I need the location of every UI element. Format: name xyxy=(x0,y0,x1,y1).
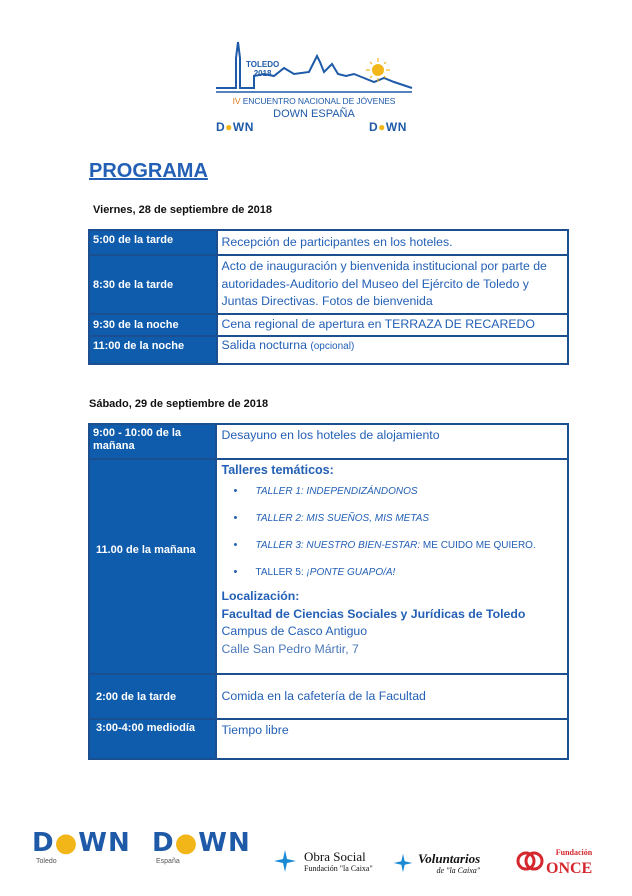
star-icon xyxy=(272,848,298,874)
time-cell: 8:30 de la tarde xyxy=(89,255,217,314)
table-row xyxy=(89,230,568,255)
location-title: Localización: xyxy=(221,589,300,603)
location-campus: Campus de Casco Antiguo xyxy=(221,624,368,638)
logo-encuentro-text: IV ENCUENTRO NACIONAL DE JÓVENES xyxy=(232,96,396,106)
location-name: Facultad de Ciencias Sociales y Jurídicas de Toledo xyxy=(221,606,526,621)
down-logo-right: D●WN xyxy=(369,120,407,134)
location-street: Calle San Pedro Mártir, 7 xyxy=(221,641,359,656)
day2-heading: Sábado, 29 de septiembre de 2018 xyxy=(89,398,269,410)
time-cell: 9:30 de la noche xyxy=(89,314,217,336)
table-row xyxy=(89,336,568,364)
time-cell: 3:00-4:00 mediodía xyxy=(89,719,216,759)
table-row xyxy=(89,424,568,459)
time-cell: 9:00 - 10:00 de la mañana xyxy=(89,424,216,459)
talleres-title: Talleres temáticos: xyxy=(221,463,334,477)
talleres-list xyxy=(233,478,564,586)
day1-heading: Viernes, 28 de septiembre de 2018 xyxy=(93,204,272,216)
star-icon xyxy=(392,852,414,874)
down-logo-left: D●WN xyxy=(216,120,254,134)
list-item: • TALLER 3: NUESTRO BIEN-ESTAR: ME CUIDO ME QUIERO. xyxy=(233,532,564,559)
day1-schedule-table xyxy=(88,229,569,365)
desc-cell: Comida en la cafetería de la Facultad xyxy=(216,674,568,719)
time-cell: 5:00 de la tarde xyxy=(89,230,217,255)
fundacion-once-logo: Fundación ONCE xyxy=(516,836,592,886)
desc-cell: Salida nocturna (opcional) xyxy=(217,336,569,364)
encuentro-logo xyxy=(214,38,414,142)
list-item: • TALLER 2: MIS SUEÑOS, MIS METAS xyxy=(233,505,564,532)
table-row xyxy=(89,314,568,336)
desc-cell: Recepción de participantes en los hoteles. xyxy=(217,230,569,255)
down-toledo-logo: D●WN Toledo xyxy=(32,828,131,865)
table-row xyxy=(89,674,568,719)
list-item: • TALLER 1: INDEPENDIZÁNDONOS xyxy=(233,478,564,505)
table-row xyxy=(89,719,568,759)
voluntarios-logo: Voluntarios de "la Caixa" xyxy=(392,838,480,888)
down-espana-logo: D●WN España xyxy=(152,828,251,865)
desc-cell: Desayuno en los hoteles de alojamiento xyxy=(216,424,568,459)
time-cell: 2:00 de la tarde xyxy=(89,674,216,719)
time-cell: 11.00 de la mañana xyxy=(89,459,216,674)
table-row xyxy=(89,255,568,314)
once-rings-icon xyxy=(516,847,544,875)
time-cell: 11:00 de la noche xyxy=(89,336,217,364)
desc-cell: Tiempo libre xyxy=(216,719,568,759)
page-title: PROGRAMA xyxy=(89,160,208,182)
day2-schedule-table xyxy=(88,423,569,760)
desc-cell: Acto de inauguración y bienvenida institucional por parte de autoridades-Auditorio del Museo del Ejército de Toledo y Juntas Directivas. Fotos de bienvenida xyxy=(217,255,569,314)
logo-city-text: TOLEDO 2018 xyxy=(246,60,280,78)
table-row xyxy=(89,459,568,674)
list-item: • TALLER 5: ¡PONTE GUAPO/A! xyxy=(233,559,564,586)
desc-cell xyxy=(216,459,568,674)
obra-social-logo: Obra Social Fundación "la Caixa" xyxy=(272,836,373,886)
desc-cell: Cena regional de apertura en TERRAZA DE RECAREDO xyxy=(217,314,569,336)
toledo-skyline-icon xyxy=(214,38,414,98)
logo-down-espana-text: DOWN ESPAÑA xyxy=(273,108,355,120)
